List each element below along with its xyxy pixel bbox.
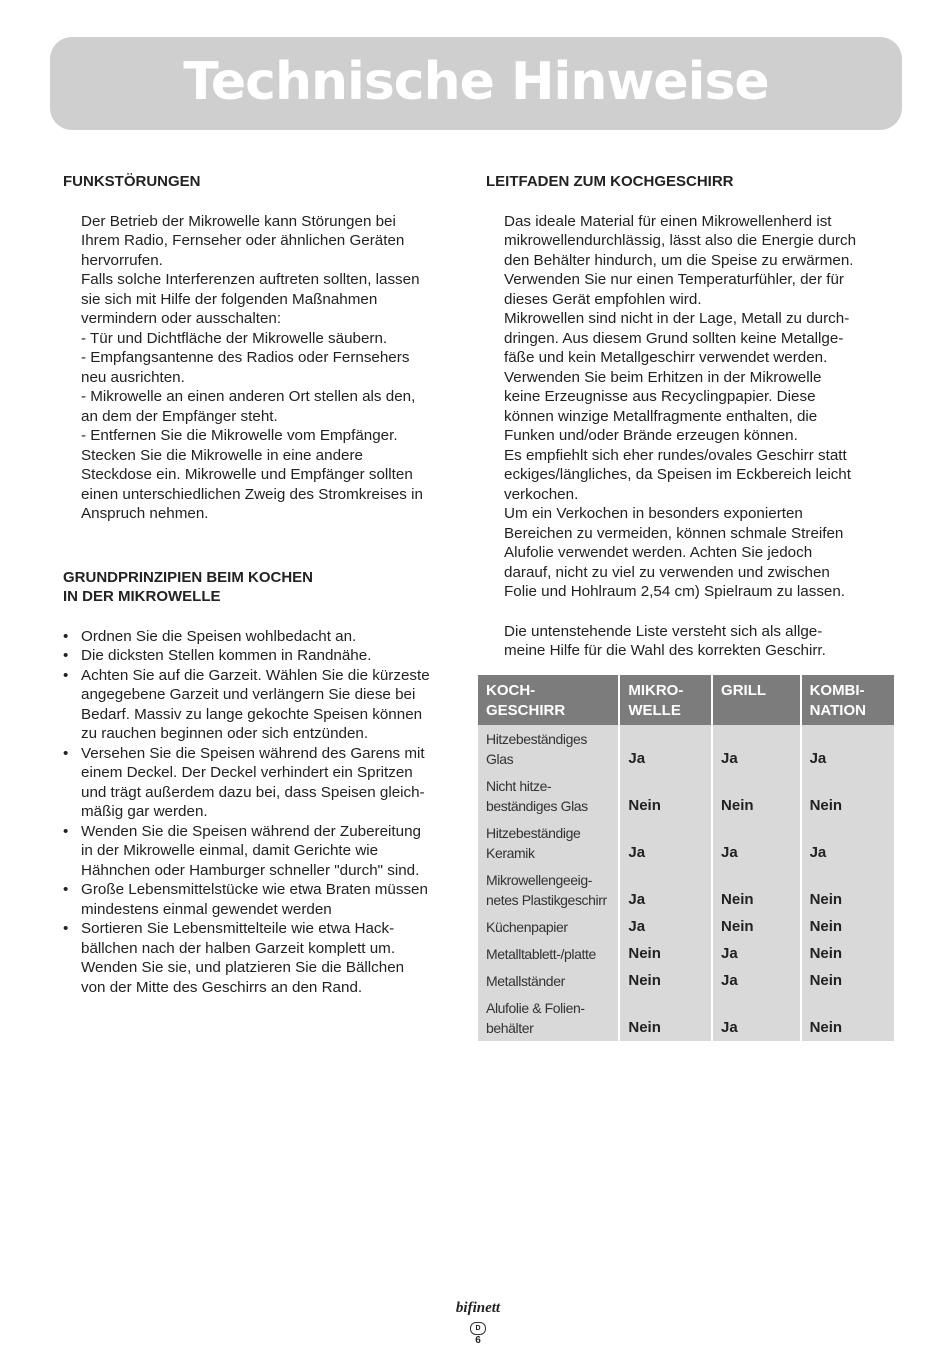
bullet-text-line: • Ordnen Sie die Speisen wohlbedacht an. bbox=[81, 627, 357, 645]
cookware-name-line: Hitzebeständiges bbox=[486, 731, 587, 747]
bullet-text-line: • Sortieren Sie Lebensmittelteile wie etwa Hack- bbox=[81, 920, 395, 937]
cookware-name-line: Nicht hitze- bbox=[486, 778, 552, 794]
mikrowelle-cell: Nein bbox=[619, 772, 712, 819]
text-line: Die untenstehende Liste versteht sich als allge- bbox=[504, 622, 823, 640]
text-line: Falls solche Interferenzen auftreten sollten, lassen bbox=[81, 271, 420, 288]
bullet-text-line: mäßig gar werden. bbox=[81, 803, 208, 820]
cookware-name-line: Keramik bbox=[486, 845, 535, 861]
bullet-text-line: • Wenden Sie die Speisen während der Zubereitung bbox=[81, 822, 421, 840]
text-line: Es empfiehlt sich eher rundes/ovales Geschirr statt bbox=[504, 446, 847, 464]
page-number: 6 bbox=[475, 1335, 481, 1346]
right-column bbox=[486, 172, 894, 661]
cookware-name-cell bbox=[478, 994, 619, 1041]
text-line: Anspruch nehmen. bbox=[81, 505, 209, 522]
text-line: Steckdose ein. Mikrowelle und Empfänger sollten bbox=[81, 466, 413, 483]
header-kombination bbox=[801, 675, 894, 725]
cookware-name-cell bbox=[478, 940, 619, 967]
text-line: fäße und kein Metallgeschirr verwendet werden. bbox=[504, 349, 828, 366]
brand-logo: bifinett bbox=[455, 1300, 501, 1316]
cookware-name-line: Alufolie & Folien- bbox=[486, 1000, 585, 1016]
bullet-text-line: Wenden Sie sie, und platzieren Sie die Bällchen bbox=[81, 959, 405, 976]
text-line: Alufolie verwendet werden. Achten Sie jedoch bbox=[504, 544, 813, 561]
mikrowelle-cell: Ja bbox=[619, 819, 712, 866]
text-line: Funken und/oder Brände erzeugen können. bbox=[504, 427, 798, 444]
text-line: Um ein Verkochen in besonders exponierten bbox=[504, 505, 803, 522]
text-line: keine Erzeugnisse aus Recyclingpapier. Diese bbox=[504, 388, 816, 405]
table-row bbox=[478, 967, 894, 994]
table-header-row bbox=[478, 675, 894, 725]
mikrowelle-cell: Ja bbox=[619, 913, 712, 940]
mikrowelle-cell: Ja bbox=[619, 866, 712, 913]
bullet-text-line: • Die dicksten Stellen kommen in Randnähe. bbox=[81, 647, 372, 664]
bullet-text-line: und trägt außerdem dazu bei, dass Speisen gleich- bbox=[81, 783, 425, 801]
grill-cell: Nein bbox=[712, 913, 801, 940]
table-body bbox=[478, 725, 894, 1041]
mikrowelle-cell: Nein bbox=[619, 994, 712, 1041]
text-line: eckiges/längliches, da Speisen im Eckbereich leicht bbox=[504, 466, 851, 483]
kombination-cell: Nein bbox=[809, 918, 843, 935]
grund-bullet-list bbox=[63, 627, 463, 998]
text-line: dringen. Aus diesem Grund sollten keine Metallge- bbox=[504, 329, 844, 347]
text-line: hervorrufen. bbox=[81, 251, 163, 269]
kombination-cell: Nein bbox=[809, 1019, 843, 1036]
mikrowelle-cell: Nein bbox=[619, 940, 712, 967]
kombination-cell: Nein bbox=[809, 891, 843, 908]
bullet-text-line: einem Deckel. Der Deckel verhindert ein Spritzen bbox=[81, 764, 413, 781]
cookware-name-cell bbox=[478, 913, 619, 940]
header-text-line: KOCH- bbox=[486, 682, 536, 699]
list-item bbox=[63, 627, 463, 647]
grund-heading-line-1: GRUNDPRINZIPIEN BEIM KOCHEN bbox=[63, 568, 314, 586]
text-line: dieses Gerät empfohlen wird. bbox=[504, 290, 702, 308]
header-grill bbox=[712, 675, 801, 725]
grill-cell: Ja bbox=[712, 967, 801, 994]
header-text-line: WELLE bbox=[628, 702, 681, 719]
text-line: an dem der Empfänger steht. bbox=[81, 407, 278, 425]
grill-cell: Ja bbox=[712, 725, 801, 772]
text-line: vermindern oder ausschalten: bbox=[81, 310, 282, 327]
text-line: Der Betrieb der Mikrowelle kann Störungen bei bbox=[81, 212, 396, 230]
text-line: meine Hilfe für die Wahl des korrekten Geschirr. bbox=[504, 642, 826, 659]
funk-heading: FUNKSTÖRUNGEN bbox=[63, 173, 201, 190]
text-line: Mikrowellen sind nicht in der Lage, Metall zu durch- bbox=[504, 310, 850, 327]
text-line: Folie und Hohlraum 2,54 cm) Spielraum zu lassen. bbox=[504, 583, 846, 600]
text-line: Das ideale Material für einen Mikrowellenherd ist bbox=[504, 212, 832, 230]
cookware-name-line: beständiges Glas bbox=[486, 798, 588, 814]
mikrowelle-cell: Nein bbox=[619, 967, 712, 994]
cookware-name-line: behälter bbox=[486, 1020, 534, 1036]
leitfaden-paragraph bbox=[486, 212, 894, 602]
list-item bbox=[63, 919, 463, 997]
text-line: verkochen. bbox=[504, 485, 579, 503]
list-item bbox=[63, 744, 463, 822]
bullet-text-line: angegebene Garzeit und verlängern Sie diese bei bbox=[81, 686, 416, 703]
cookware-name-line: Mikrowellengeeig- bbox=[486, 872, 593, 888]
header-text-line: GESCHIRR bbox=[486, 702, 566, 719]
text-line: sie sich mit Hilfe der folgenden Maßnahmen bbox=[81, 290, 378, 308]
header-mikrowelle bbox=[619, 675, 712, 725]
kombination-cell: Ja bbox=[809, 750, 827, 767]
text-line: neu ausrichten. bbox=[81, 368, 185, 386]
text-line: Stecken Sie die Mikrowelle in eine andere bbox=[81, 446, 363, 464]
list-item bbox=[63, 822, 463, 881]
grill-cell: Ja bbox=[712, 940, 801, 967]
list-item bbox=[63, 666, 463, 744]
cookware-name-line: Hitzebeständige bbox=[486, 825, 581, 841]
text-line: - Tür und Dichtfläche der Mikrowelle säubern. bbox=[81, 329, 388, 347]
left-column bbox=[63, 172, 463, 997]
footer bbox=[448, 1300, 508, 1346]
kombination-cell: Nein bbox=[809, 945, 843, 962]
text-line: - Entfernen Sie die Mikrowelle vom Empfänger. bbox=[81, 427, 398, 444]
cookware-name-cell bbox=[478, 772, 619, 819]
text-line: - Mikrowelle an einen anderen Ort stellen als den, bbox=[81, 388, 416, 405]
table-row bbox=[478, 940, 894, 967]
text-line: mikrowellendurchlässig, lässt also die Energie durch bbox=[504, 232, 857, 249]
funk-paragraph bbox=[63, 212, 463, 524]
text-line: einen unterschiedlichen Zweig des Stromkreises in bbox=[81, 485, 423, 503]
kombination-cell: Nein bbox=[809, 972, 843, 989]
header-kochgeschirr bbox=[478, 675, 619, 725]
leitfaden-heading: LEITFADEN ZUM KOCHGESCHIRR bbox=[486, 173, 734, 190]
text-line: Verwenden Sie nur einen Temperaturfühler, der für bbox=[504, 271, 844, 288]
list-item bbox=[63, 646, 463, 666]
cookware-name-line: Küchenpapier bbox=[486, 919, 568, 935]
text-line: Verwenden Sie beim Erhitzen in der Mikrowelle bbox=[504, 368, 822, 386]
table-row bbox=[478, 994, 894, 1041]
table-row bbox=[478, 725, 894, 772]
language-badge: D bbox=[470, 1322, 486, 1335]
grill-cell: Ja bbox=[712, 994, 801, 1041]
text-line: darauf, nicht zu viel zu verwenden und zwischen bbox=[504, 563, 830, 581]
header-text-line: NATION bbox=[809, 702, 866, 719]
mikrowelle-cell: Ja bbox=[619, 725, 712, 772]
header-text-line: MIKRO- bbox=[628, 682, 684, 699]
title-banner bbox=[50, 37, 902, 130]
bullet-text-line: • Achten Sie auf die Garzeit. Wählen Sie die kürzeste bbox=[81, 666, 430, 684]
header-text-line bbox=[721, 701, 794, 721]
text-line: Bereichen zu vermeiden, können schmale Streifen bbox=[504, 524, 844, 542]
bullet-text-line: mindestens einmal gewendet werden bbox=[81, 900, 332, 918]
cookware-name-cell bbox=[478, 725, 619, 772]
bullet-text-line: bällchen nach der halben Garzeit komplett um. bbox=[81, 939, 396, 957]
grund-heading-line-2: IN DER MIKROWELLE bbox=[63, 588, 221, 605]
cookware-name-cell bbox=[478, 819, 619, 866]
cookware-name-cell bbox=[478, 866, 619, 913]
list-intro-paragraph bbox=[486, 622, 894, 661]
table-row bbox=[478, 913, 894, 940]
page-title: Technische Hinweise bbox=[183, 52, 769, 112]
table-row bbox=[478, 866, 894, 913]
header-text-line: KOMBI- bbox=[809, 682, 865, 699]
bullet-text-line: • Versehen Sie die Speisen während des Garens mit bbox=[81, 744, 425, 762]
text-line: können winzige Metallfragmente enthalten, die bbox=[504, 407, 818, 425]
grill-cell: Nein bbox=[712, 866, 801, 913]
table-row bbox=[478, 772, 894, 819]
kombination-cell: Ja bbox=[809, 844, 827, 861]
bullet-text-line: Hähnchen oder Hamburger schneller "durch" sind. bbox=[81, 861, 420, 879]
text-line: - Empfangsantenne des Radios oder Fernsehers bbox=[81, 349, 410, 366]
cookware-name-line: Metalltablett-/platte bbox=[486, 946, 596, 962]
kombination-cell: Nein bbox=[809, 797, 843, 814]
text-line: Ihrem Radio, Fernseher oder ähnlichen Geräten bbox=[81, 232, 405, 249]
cookware-name-line: Glas bbox=[486, 751, 514, 767]
bullet-text-line: • Große Lebensmittelstücke wie etwa Braten müssen bbox=[81, 881, 428, 898]
bullet-text-line: in der Mikrowelle einmal, damit Gerichte wie bbox=[81, 842, 379, 859]
bullet-text-line: von der Mitte des Geschirrs an den Rand. bbox=[81, 978, 363, 996]
header-text-line: GRILL bbox=[721, 682, 767, 699]
cookware-name-line: Metallständer bbox=[486, 973, 565, 989]
list-item bbox=[63, 880, 463, 919]
text-line: den Behälter hindurch, um die Speise zu erwärmen. bbox=[504, 251, 854, 269]
cookware-name-line: netes Plastikgeschirr bbox=[486, 892, 607, 908]
bullet-text-line: Bedarf. Massiv zu lange gekochte Speisen können bbox=[81, 705, 423, 723]
cookware-table bbox=[478, 675, 894, 1041]
grill-cell: Ja bbox=[712, 819, 801, 866]
table-row bbox=[478, 819, 894, 866]
bullet-text-line: zu rauchen beginnen oder sich entzünden. bbox=[81, 725, 369, 742]
grill-cell: Nein bbox=[712, 772, 801, 819]
cookware-name-cell bbox=[478, 967, 619, 994]
